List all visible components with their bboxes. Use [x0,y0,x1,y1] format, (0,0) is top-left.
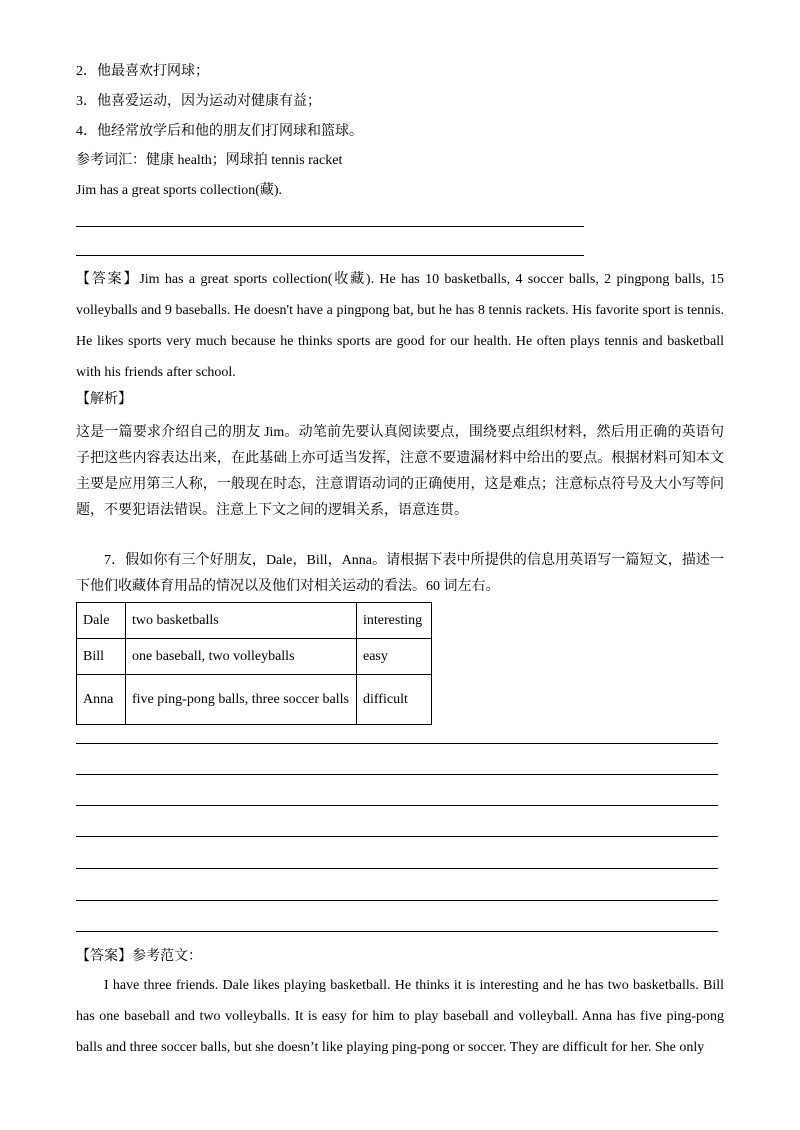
table-cell-opinion: easy [357,639,432,675]
analysis-label: 【解析】 [76,392,132,407]
table-cell-items: one baseball, two volleyballs [126,639,357,675]
sample-heading: 参考范文： [132,949,202,964]
writing-line [76,774,718,775]
opening-sentence: Jim has a great sports collection(藏). [76,183,283,198]
answer-label: 【答案】 [76,271,140,287]
analysis-text: 这是一篇要求介绍自己的朋友 Jim。动笔前先要认真阅读要点，围绕要点组织材料，然后用正确的英语句子把这些内容表达出来，在此基础上亦可适当发挥，注意不要遗漏材料中给出的要点。根据材料可知本文主要是应用第三人称，一般现在时态，注意谓语动词的正确使用，这是难点；注意标点符号及大小写等问题，不要犯语法错误。注意上下文之间的逻辑关系，语意连贯。 [76,425,724,518]
table-row [77,675,432,725]
writing-line [76,255,584,256]
writing-line [76,226,584,227]
table-cell-opinion: difficult [357,675,432,725]
table-cell-items: two basketballs [126,603,357,639]
answer-1 [76,264,724,388]
writing-line [76,805,718,806]
sample-essay: I have three friends. Dale likes playing basketball. He thinks it is interesting and he has two basketballs. Bill has one baseball and two volleyballs. It is easy for him to play baseball and volleyball. Anna has five ping-pong balls and three soccer balls, but she doesn’t like playing ping-pong or soccer. They are difficult for her. She only [76,978,724,1055]
writing-line [76,743,718,744]
writing-line [76,900,718,901]
answer-text: Jim has a great sports collection(收藏). He has 10 basketballs, 4 soccer balls, 2 pingpong balls, 15 volleyballs and 9 baseballs. He doesn't have a pingpong bat, but he has 8 tennis rackets. His favorite sport is tennis. He likes sports very much because he thinks sports are good for our health. He often plays tennis and basketball with his friends after school. [76,272,724,380]
writing-line [76,868,718,869]
answer-2-header [76,946,202,967]
writing-line [76,836,718,837]
table-cell-items: five ping-pong balls, three soccer balls [126,675,357,725]
answer-label: 【答案】 [76,948,132,964]
table-row [77,603,432,639]
info-table [76,602,432,725]
table-cell-name: Anna [77,675,126,725]
point-3: 3．他喜爱运动，因为运动对健康有益； [76,94,321,109]
point-2: 2．他最喜欢打网球； [76,64,209,79]
table-row [77,639,432,675]
point-4: 4．他经常放学后和他的朋友们打网球和篮球。 [76,124,363,139]
question-7: 7．假如你有三个好朋友，Dale，Bill，Anna。请根据下表中所提供的信息用英语写一篇短文，描述一下他们收藏体育用品的情况以及他们对相关运动的看法。60 词左右。 [76,553,724,594]
writing-line [76,931,718,932]
table-cell-name: Dale [77,603,126,639]
table-cell-name: Bill [77,639,126,675]
vocab-hint: 参考词汇：健康 health；网球拍 tennis racket [76,153,343,168]
table-cell-opinion: interesting [357,603,432,639]
